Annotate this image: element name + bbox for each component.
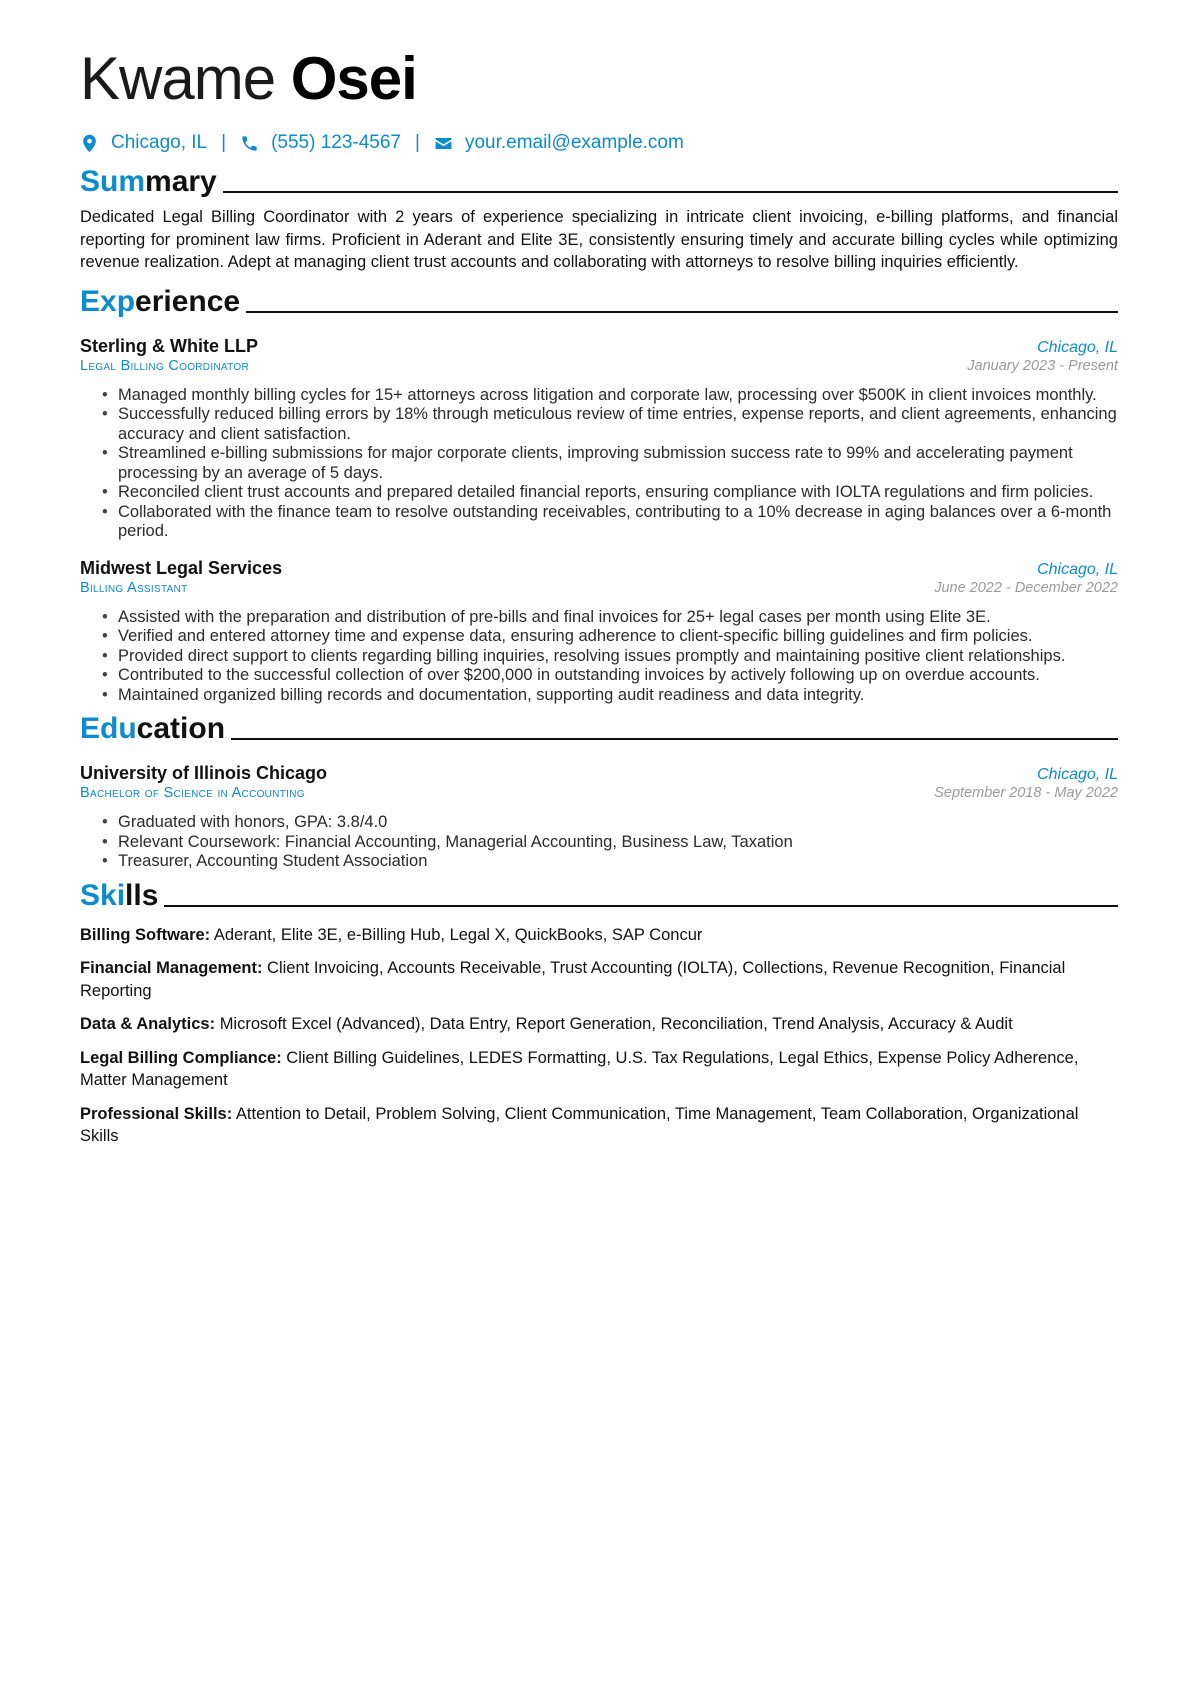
phone-text: (555) 123-4567 bbox=[271, 132, 401, 153]
skill-category: Billing Software: bbox=[80, 925, 211, 944]
bullet-list bbox=[80, 813, 1118, 872]
employer-name: Sterling & White LLP bbox=[80, 335, 258, 356]
heading-rest: mary bbox=[145, 165, 217, 198]
summary-heading bbox=[80, 164, 1118, 200]
skill-category: Data & Analytics: bbox=[80, 1015, 216, 1033]
skill-category: Legal Billing Compliance: bbox=[80, 1048, 282, 1067]
list-item: • Successfully reduced billing errors by 18% through meticulous review of time entries, expense reports, and client agreements, enhancing accuracy and client satisfaction. bbox=[80, 405, 1118, 444]
list-item: • Treasurer, Accounting Student Association bbox=[80, 852, 1118, 872]
entry-location: Chicago, IL bbox=[1037, 766, 1118, 783]
candidate-name bbox=[80, 40, 1118, 118]
skill-row bbox=[80, 1047, 1118, 1092]
school-name: University of Illinois Chicago bbox=[80, 763, 328, 783]
list-item: • Graduated with honors, GPA: 3.8/4.0 bbox=[80, 813, 1118, 833]
entry-location: Chicago, IL bbox=[1037, 338, 1118, 356]
experience-heading bbox=[80, 284, 1118, 320]
entry-location: Chicago, IL bbox=[1037, 560, 1118, 578]
heading-rest: lls bbox=[125, 878, 159, 912]
contact-location bbox=[80, 132, 207, 154]
heading-accent: Exp bbox=[80, 284, 136, 318]
list-item: • Assisted with the preparation and distribution of pre-bills and final invoices for 25+ legal cases per month using Elite 3E. bbox=[80, 608, 1118, 628]
skill-category: Professional Skills: bbox=[80, 1104, 233, 1123]
map-pin-icon bbox=[80, 134, 99, 153]
first-name: Kwame bbox=[80, 45, 276, 112]
skill-values: Attention to Detail, Problem Solving, Client Communication, Time Management, Team Collaboration, Organizational Skills bbox=[80, 1104, 1079, 1145]
skill-values: Aderant, Elite 3E, e-Billing Hub, Legal X, QuickBooks, SAP Concur bbox=[213, 925, 703, 944]
skill-values: Client Invoicing, Accounts Receivable, Trust Accounting (IOLTA), Collections, Revenue Recognition, Financial Reporting bbox=[80, 959, 1066, 1000]
list-item: • Verified and entered attorney time and expense data, ensuring adherence to client-specific billing guidelines and firm policies. bbox=[80, 627, 1118, 647]
list-item: • Reconciled client trust accounts and prepared detailed financial reports, ensuring compliance with IOLTA regulations and firm policies. bbox=[80, 483, 1118, 503]
contact-separator: | bbox=[415, 132, 420, 153]
employer-name: Midwest Legal Services bbox=[80, 557, 283, 578]
section-rule bbox=[246, 311, 1118, 313]
skill-row bbox=[80, 924, 1118, 947]
location-text: Chicago, IL bbox=[111, 132, 208, 153]
job-title: Billing Assistant bbox=[80, 579, 188, 596]
contact-phone[interactable] bbox=[240, 132, 401, 154]
email-text: your.email@example.com bbox=[464, 132, 684, 153]
job-title: Legal Billing Coordinator bbox=[80, 357, 249, 374]
last-name: Osei bbox=[290, 45, 417, 112]
heading-rest: cation bbox=[136, 712, 226, 745]
skills-list bbox=[80, 924, 1118, 1148]
degree: Bachelor of Science in Accounting bbox=[80, 785, 305, 801]
skill-category: Financial Management: bbox=[80, 959, 263, 977]
phone-icon bbox=[240, 134, 259, 153]
envelope-icon bbox=[434, 134, 453, 153]
skills-heading bbox=[80, 878, 1118, 914]
skill-row bbox=[80, 1103, 1118, 1148]
list-item: • Relevant Coursework: Financial Accounting, Managerial Accounting, Business Law, Taxation bbox=[80, 833, 1118, 853]
education-entry bbox=[80, 761, 1118, 872]
contact-email[interactable] bbox=[434, 132, 684, 154]
bullet-list bbox=[80, 386, 1118, 542]
skill-row bbox=[80, 957, 1118, 1002]
experience-entry bbox=[80, 334, 1118, 542]
heading-accent: Ski bbox=[80, 878, 126, 912]
contact-separator: | bbox=[221, 132, 227, 153]
education-heading bbox=[80, 711, 1118, 747]
list-item: • Managed monthly billing cycles for 15+ attorneys across litigation and corporate law, processing over $500K in client invoices monthly. bbox=[80, 386, 1118, 406]
bullet-list bbox=[80, 608, 1118, 706]
section-rule bbox=[223, 191, 1118, 193]
entry-dates: January 2023 - Present bbox=[967, 357, 1118, 374]
experience-entry bbox=[80, 556, 1118, 706]
entry-dates: June 2022 - December 2022 bbox=[934, 579, 1118, 596]
list-item: • Contributed to the successful collection of over $200,000 in outstanding invoices by actively following up on overdue accounts. bbox=[80, 666, 1118, 686]
heading-accent: Edu bbox=[80, 712, 137, 745]
summary-text: Dedicated Legal Billing Coordinator with 2 years of experience specializing in intricate client invoicing, e-billing platforms, and financial reporting for prominent law firms. Proficient in Aderant and Elite 3E, consistently ensuring timely and accurate billing cycles while optimizing revenue realization. Adept at managing client trust accounts and collaborating with attorneys to resolve billing inquiries efficiently. bbox=[80, 208, 1118, 271]
contact-bar bbox=[80, 130, 1118, 156]
heading-accent: Sum bbox=[80, 165, 146, 198]
list-item: • Streamlined e-billing submissions for major corporate clients, improving submission success rate to 99% and accelerating payment processing by an average of 5 days. bbox=[80, 444, 1118, 483]
list-item: • Provided direct support to clients regarding billing inquiries, resolving issues promptly and maintaining positive client relationships. bbox=[80, 647, 1118, 667]
section-rule bbox=[164, 905, 1118, 907]
skill-values: Microsoft Excel (Advanced), Data Entry, Report Generation, Reconciliation, Trend Analysis, Accuracy & Audit bbox=[219, 1015, 1013, 1033]
heading-rest: erience bbox=[135, 284, 241, 318]
entry-dates: September 2018 - May 2022 bbox=[934, 785, 1118, 801]
section-rule bbox=[231, 738, 1118, 740]
list-item: • Collaborated with the finance team to resolve outstanding receivables, contributing to a 10% decrease in aging balances over a 6-month period. bbox=[80, 503, 1118, 542]
skill-row bbox=[80, 1013, 1118, 1036]
skill-values: Client Billing Guidelines, LEDES Formatting, U.S. Tax Regulations, Legal Ethics, Expense Policy Adherence, Matter Management bbox=[80, 1048, 1079, 1089]
list-item: • Maintained organized billing records and documentation, supporting audit readiness and data integrity. bbox=[80, 686, 1118, 706]
